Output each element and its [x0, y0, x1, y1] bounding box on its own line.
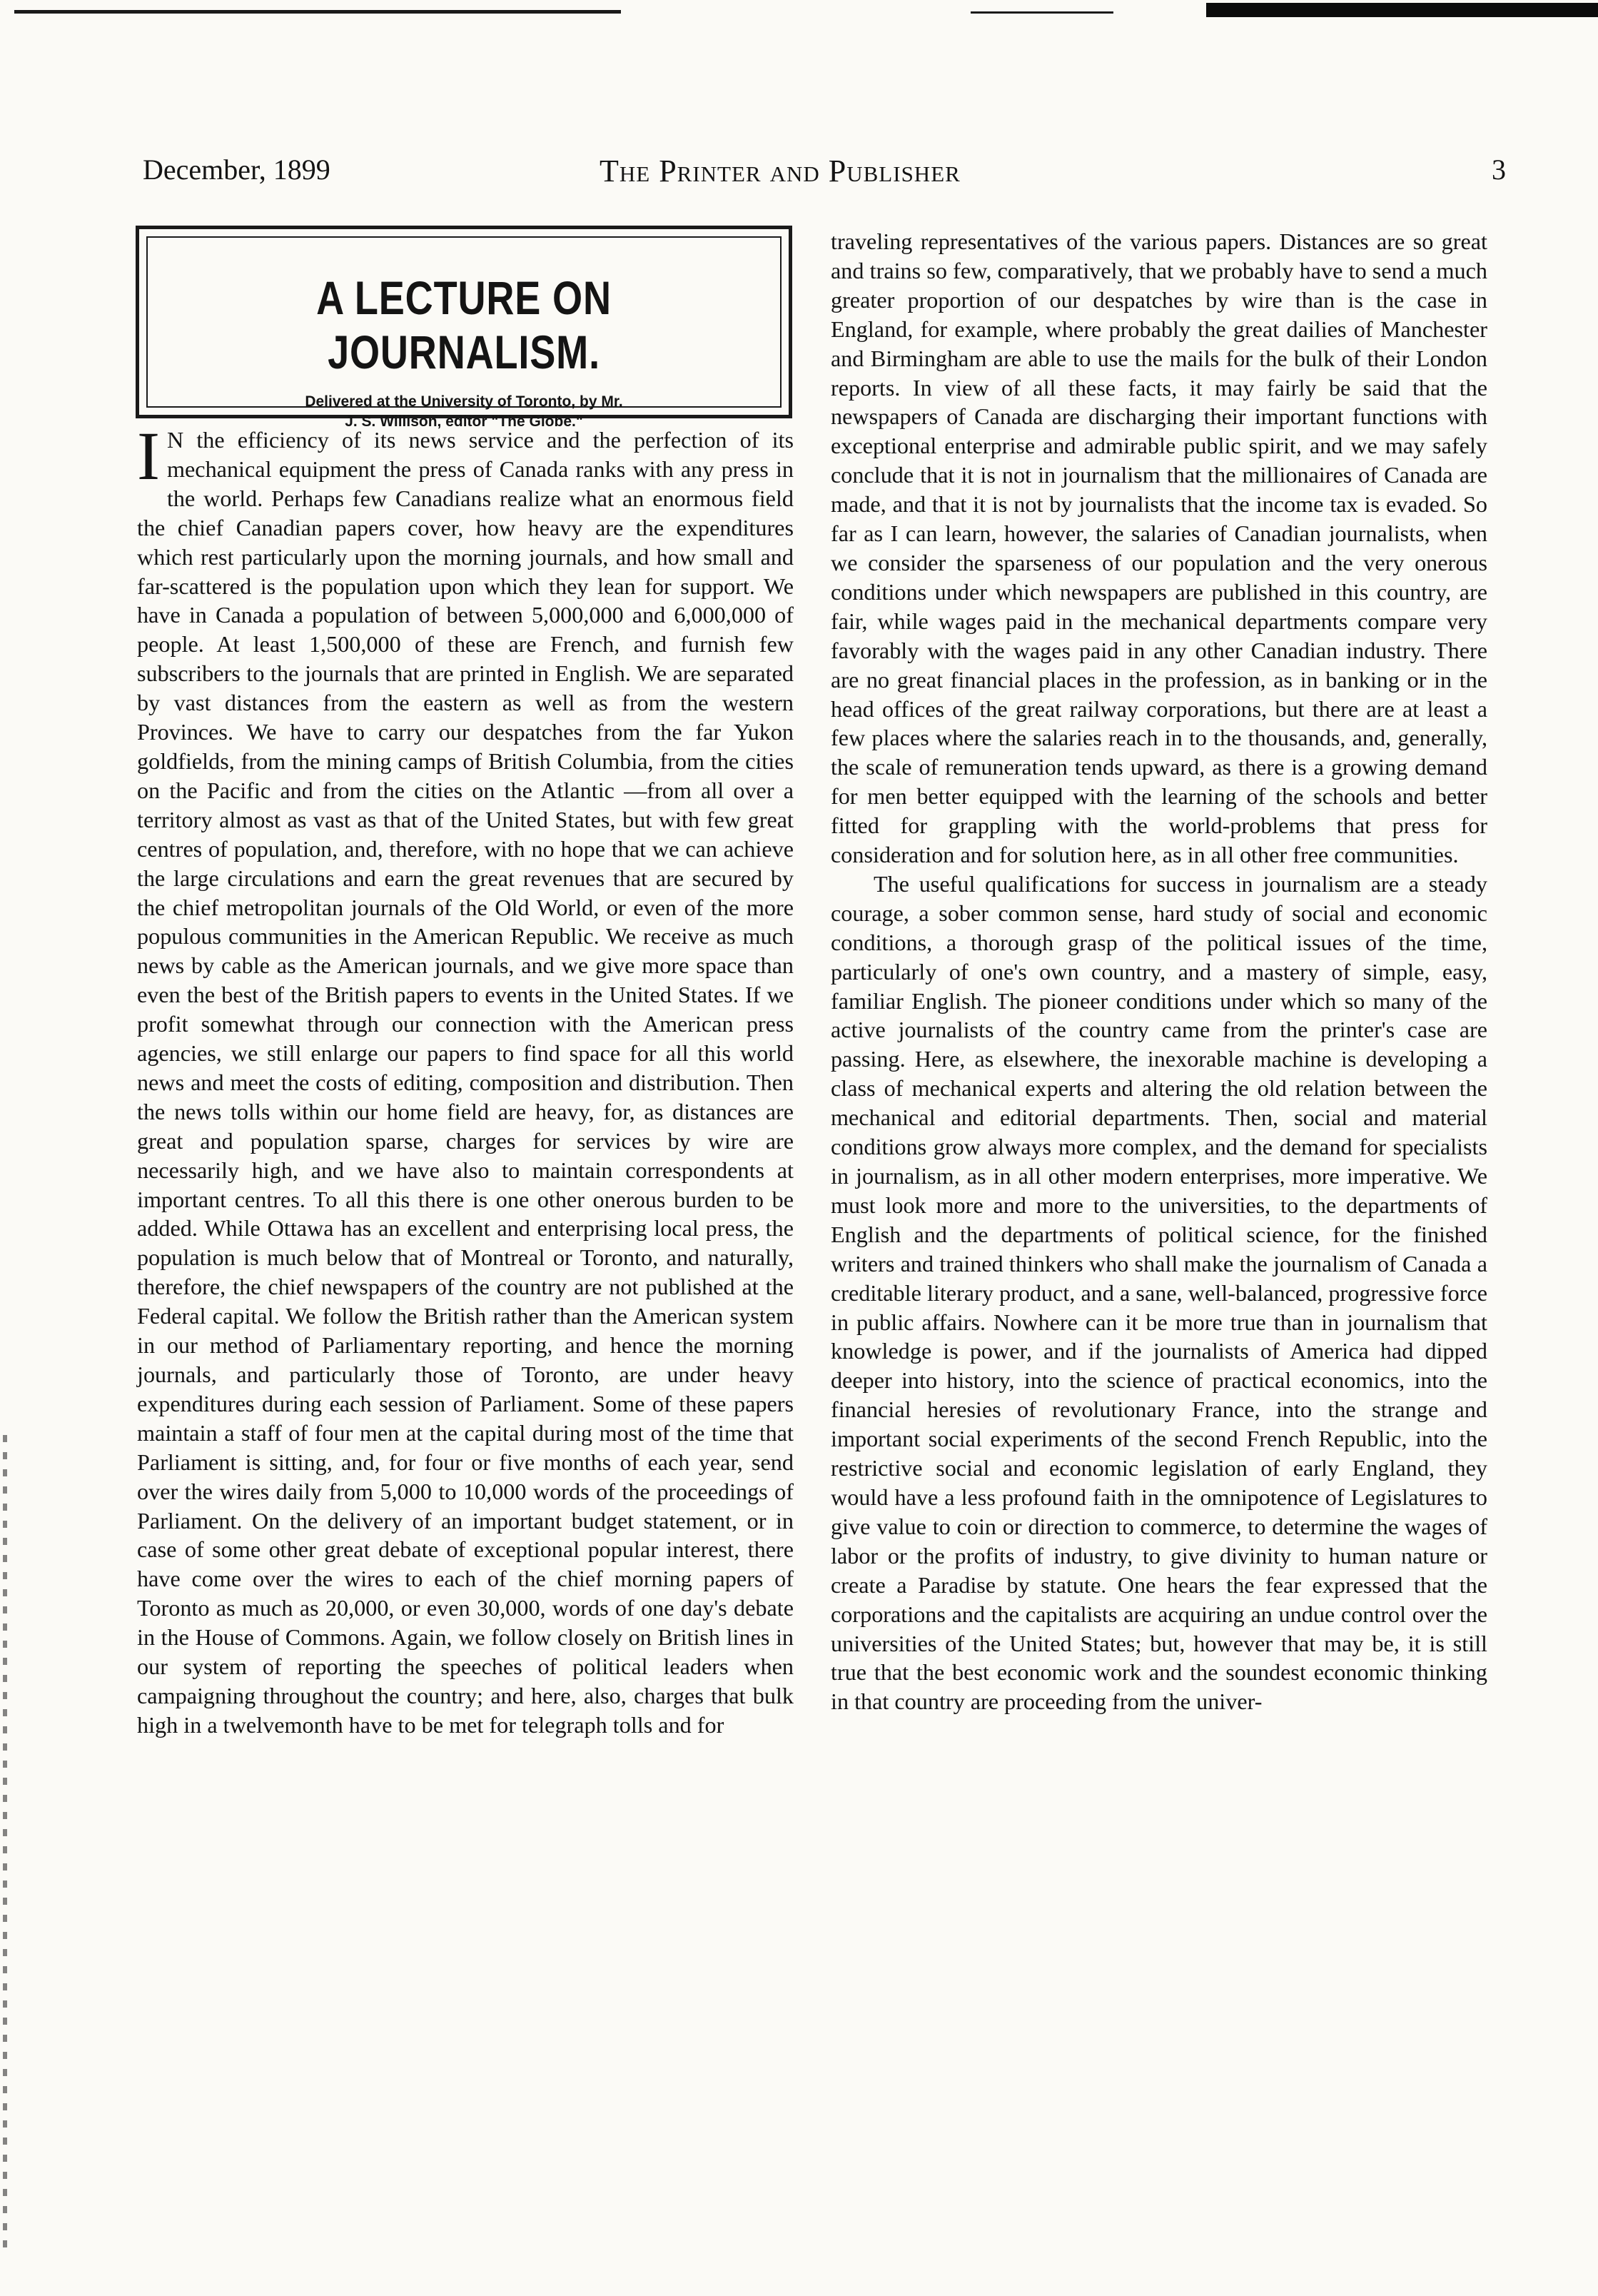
paragraph-text: N the efficiency of its news service and the perfection of its mechanical equipment the press of Canada ranks with any press in the world. Perhaps few Canadians realize what an enormous field the chief Canadian papers cover, how heavy are the expenditures which rest particularly upon the morning journals, and how small and far-scattered is the population upon which they lean for support. We have in Canada a population of between 5,000,000 and 6,000,000 of people. At least 1,500,000 of these are French, and furnish few subscribers to the journals that are printed in English. We are separated by vast distances from the eastern as well as from the western Provinces. We have to carry our despatches from the far Yukon goldfields, from the mining camps of British Columbia, from the cities on the Pacific and from the cities on the Atlantic —from all over a territory almost as vast as that of the United States, but with few great centres of population, and, therefore, with no hope that we can achieve the large circulations and earn the great revenues that are secured by the chief metropolitan journals of the Old World, or even of the more populous communities in the American Republic. We receive as much news by cable as the American journals, and we give more space than even the best of the British papers to events in the United States. If we profit somewhat through our connection with the American press agencies, we still enlarge our papers to find space for all this world news and meet the costs of editing, composition and distribution. Then the news tolls within our home field are heavy, for, as distances are great and population sparse, charges for services by wire are necessarily high, and we have also to maintain correspondents at important centres. To all this there is one other onerous burden to be added. While Ottawa has an excellent and enterprising local press, the population is much below that of Montreal or Toronto, and naturally, therefore, the chief newspapers of the country are not published at the Federal capital. We follow the British rather than the American system in our method of Parliamentary reporting, and hence the morning journals, and particularly those of Toronto, are under heavy expenditures during each session of Parliament. Some of these papers maintain a staff of four men at the capital during most of the time that Parliament is sitting, and, for four or five months of each year, send over the wires daily from 5,000 to 10,000 words of the proceedings of Parliament. On the delivery of an important budget statement, or in case of some other great debate of exceptional popular interest, there have come over the wires to each of the chief morning papers of Toronto as much as 20,000, or even 30,000, words of one day's debate in the House of Commons. Again, we follow closely on British lines in our system of reporting the speeches of political leaders when campaigning throughout the country; and here, also, charges that bulk high in a twelvemonth have to be met for telegraph tolls and for	[137, 427, 794, 1738]
binding-edge-marks	[3, 1435, 7, 2256]
issue-date: December, 1899	[143, 153, 330, 186]
running-header	[143, 153, 1506, 196]
article-title: A LECTURE ON JOURNALISM.	[316, 271, 612, 378]
top-border-rule	[14, 10, 621, 14]
publication-title: The Printer and Publisher	[600, 153, 961, 188]
right-column	[831, 227, 1487, 1716]
drop-cap: I	[137, 418, 160, 494]
paragraph: The useful qualifications for success in journalism are a steady courage, a sober common sense, hard study of social and economic conditions, a thorough grasp of the political issues of the time, particularly of one's own country, and a mastery of simple, easy, familiar English. The pioneer conditions under which so many of the active journalists of the country came from the printer's case are passing. Here, as elsewhere, the inexorable machine is developing a class of mechanical experts and altering the old relation between the mechanical and editorial departments. Then, social and material conditions grow always more complex, and the demand for specialists in journalism, as in all other modern enterprises, more imperative. We must look more and more to the universities, to the departments of English and the departments of political science, for the finished writers and trained thinkers who shall make the journalism of Canada a creditable literary product, and a sane, well-balanced, progressive force in public affairs. Nowhere can it be more true than in journalism that knowledge is power, and if the journalists of America had dipped deeper into history, into the science of practical economics, into the financial heresies of revolutionary France, into the strange and important social experiments of the second French Republic, into the restrictive social and economic legislation of early England, they would have a less profound faith in the omnipotence of Legislatures to give value to coin or direction to commerce, to determine the wages of labor or the profits of industry, to give divinity to human nature or create a Paradise by statute. One hears the fear expressed that the corporations and the capitalists are acquiring an undue control over the universities of the United States; but, however that may be, it is still true that the best economic work and the soundest economic thinking in that country are proceeding from the univer-	[831, 870, 1487, 1715]
byline-line-2: J. S. Willison, editor "The Globe."	[345, 413, 583, 430]
article-title-box	[136, 226, 792, 430]
page-number: 3	[1492, 153, 1506, 186]
article-title-inner-frame	[146, 236, 782, 430]
byline-line-1: Delivered at the University of Toronto, by Mr.	[305, 393, 623, 410]
paragraph: traveling representatives of the various papers. Distances are so great and trains so few, comparatively, that we probably have to send a much greater proportion of our despatches by wire than is the case in England, for example, where probably the great dailies of Manchester and Birmingham are able to use the mails for the bulk of their London reports. In view of all these facts, it may fairly be said that the newspapers of Canada are discharging their important functions with exceptional enterprise and admirable public spirit, and we may safely conclude that it is not in journalism that the millionaires of Canada are made, and that it is not by journalists that the income tax is evaded. So far as I can learn, however, the salaries of Canadian journalists, when we consider the sparseness of our population and the very onerous conditions under which newspapers are published in this country, are fair, while wages paid in the mechanical departments compare very favorably with the wages paid in any other Canadian industry. There are no great financial places in the profession, as in banking or in the head offices of the great railway corporations, but there are at least a few places where the salaries reach in to the thousands, and, generally, the scale of remuneration tends upward, as there is a growing demand for men better equipped with the learning of the schools and better fitted for grappling with the world-problems that press for consideration and for solution here, as in all other free communities.	[831, 228, 1487, 868]
top-border-rule	[971, 11, 1113, 14]
top-border-rule	[1206, 3, 1598, 17]
